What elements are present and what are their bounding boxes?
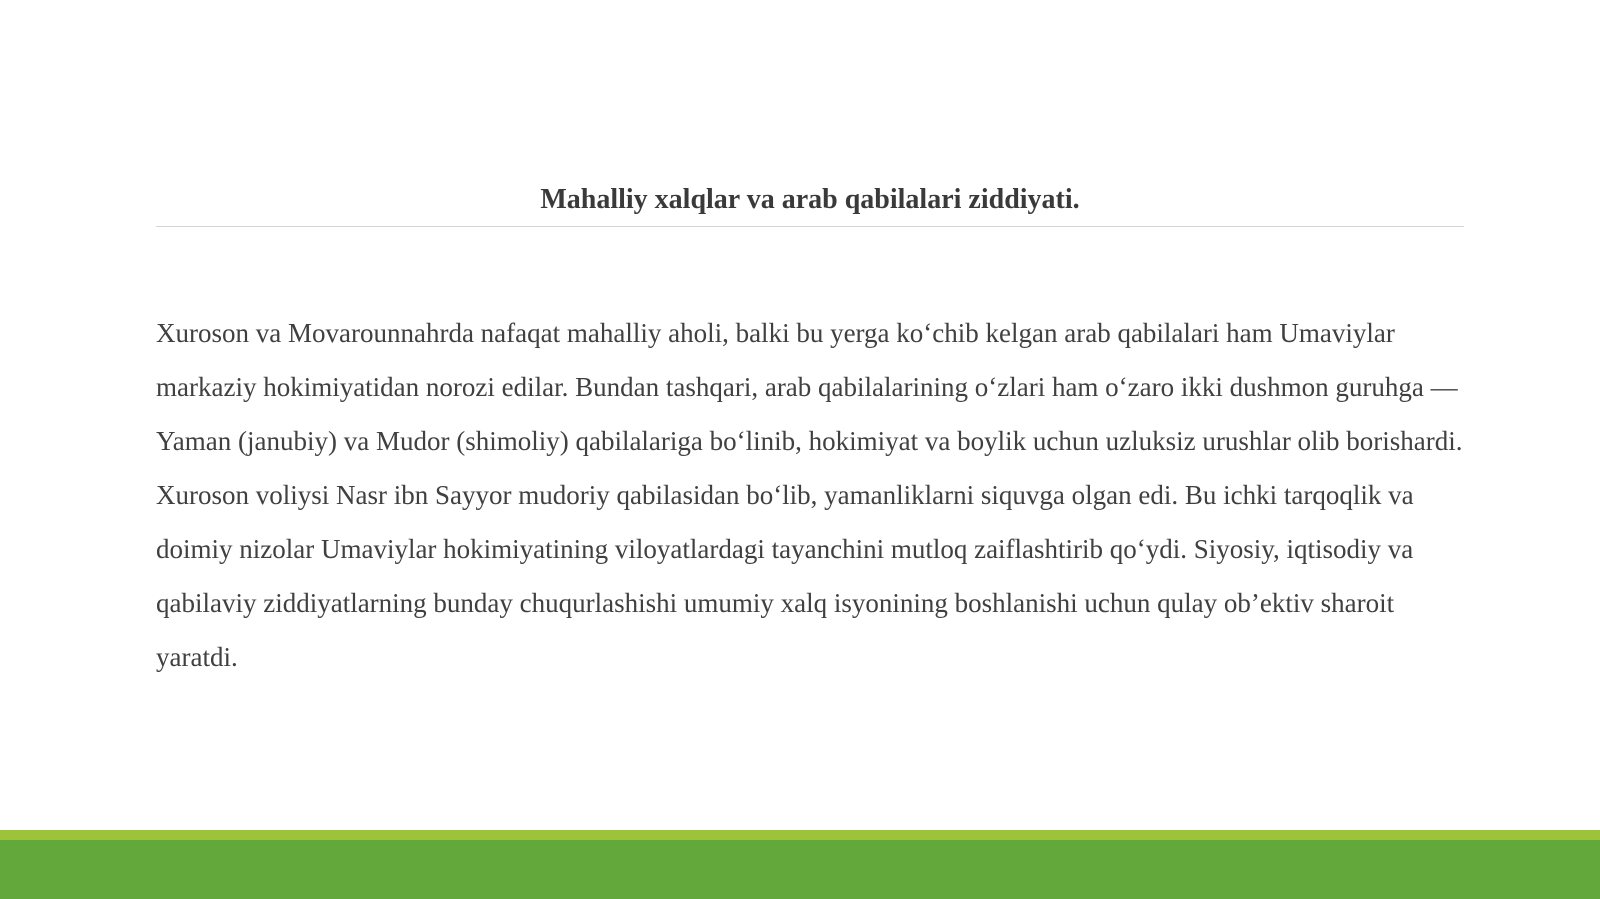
slide-title: Mahalliy xalqlar va arab qabilalari ziddiyati. [540, 184, 1080, 215]
slide-body-text: Xuroson va Movarounnahrda nafaqat mahalliy aholi, balki bu yerga ko‘chib kelgan arab qabilalari ham Umaviylar markaziy hokimiyatidan norozi edilar. Bundan tashqari, arab qabilalarining o‘zlari ham o‘zaro ikki dushmon guruhga — Yaman (janubiy) va Mudor (shimoliy) qabilalariga bo‘linib, hokimiyat va boylik uchun uzluksiz urushlar olib borishardi. Xuroson voliysi Nasr ibn Sayyor mudoriy qabilasidan bo‘lib, yamanliklarni siquvga olgan edi. Bu ichki tarqoqlik va doimiy nizolar Umaviylar hokimiyatining viloyatlardagi tayanchini mutloq zaiflashtirib qo‘ydi. Siyosiy, iqtisodiy va qabilaviy ziddiyatlarning bunday chuqurlashishi umumiy xalq isyonining boshlanishi uchun qulay ob’ektiv sharoit yaratdi. [156, 318, 1463, 672]
footer-bar [0, 840, 1600, 899]
title-divider [156, 226, 1464, 227]
footer-accent-stripe [0, 830, 1600, 840]
